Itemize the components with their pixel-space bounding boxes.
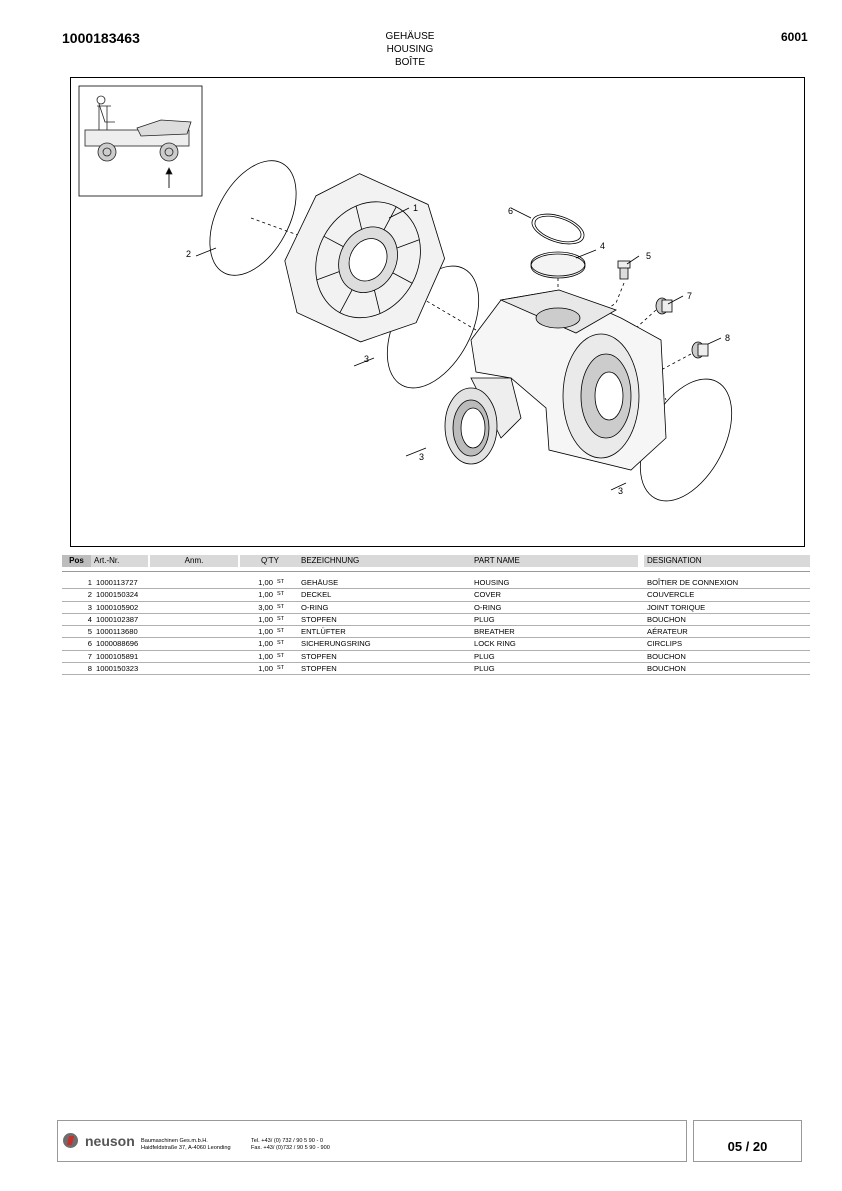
cell-article-number: 1000150323 [96, 664, 139, 674]
callout-3-left: 2 [186, 249, 192, 259]
header-part-name: PART NAME [471, 555, 638, 567]
title-german: GEHÄUSE [385, 31, 435, 42]
cell-part-name: HOUSING [474, 578, 510, 587]
cell-part-name: O-RING [474, 602, 502, 612]
section-title [360, 30, 460, 69]
table-row [62, 602, 810, 614]
title-french: BOÎTE [394, 57, 425, 68]
cell-pos: 2 [87, 590, 92, 600]
housing-body [445, 290, 666, 470]
exploded-view-diagram [70, 77, 805, 547]
cell-bezeichnung: STOPFEN [301, 614, 337, 624]
cell-bezeichnung: DECKEL [301, 590, 332, 600]
cell-pos: 7 [87, 651, 92, 661]
cell-designation: BOUCHON [647, 651, 686, 661]
header-article-number: Art.-Nr. [91, 555, 148, 567]
telephone: Tel. +43/ (0) 732 / 90 5 90 - 0 [251, 1138, 323, 1144]
header-pos: Pos [62, 555, 91, 567]
cell-unit: ST [277, 579, 285, 585]
plug-disc [531, 252, 585, 278]
parts-table-header [62, 555, 810, 567]
cell-bezeichnung: O-RING [301, 602, 329, 612]
cell-pos: 5 [87, 627, 92, 637]
cell-bezeichnung: GEHÄUSE [301, 578, 339, 587]
cell-unit: ST [277, 603, 285, 610]
cover-plate [263, 156, 467, 364]
callout-1: 3 [419, 452, 425, 462]
fax: Fax. +43/ (0)732 / 90 5 90 - 900 [251, 1145, 330, 1151]
cell-designation: AÉRATEUR [647, 627, 688, 637]
plug-side-upper [656, 298, 672, 314]
cell-quantity: 1,00 [258, 627, 273, 637]
cell-designation: BOÎTIER DE CONNEXION [647, 578, 739, 587]
callout-6: 6 [508, 206, 514, 216]
callout-3-right: 3 [618, 486, 624, 496]
document-number: 1000183463 [62, 30, 140, 46]
callout-4: 4 [600, 241, 606, 251]
header-divider [62, 571, 810, 572]
cell-quantity: 1,00 [258, 578, 273, 587]
cell-article-number: 1000105891 [96, 651, 139, 661]
cell-quantity: 1,00 [258, 639, 273, 649]
cell-article-number: 1000105902 [96, 602, 139, 612]
cell-part-name: COVER [474, 590, 502, 600]
cell-part-name: BREATHER [474, 627, 515, 637]
callout-3-middle: 3 [364, 354, 370, 364]
cell-designation: BOUCHON [647, 664, 686, 674]
cell-quantity: 1,00 [258, 614, 273, 624]
brand-name: neuson [85, 1133, 135, 1149]
cell-article-number: 1000088696 [96, 639, 139, 649]
cell-pos: 1 [87, 578, 92, 587]
table-row [62, 638, 810, 650]
cell-part-name: PLUG [474, 664, 495, 674]
cell-unit: ST [277, 665, 285, 672]
cell-part-name: PLUG [474, 614, 495, 624]
dumper-machine-icon [85, 96, 191, 188]
cell-pos: 4 [87, 614, 92, 624]
company-contact [251, 1138, 330, 1152]
cell-unit: ST [277, 591, 285, 598]
cell-article-number: 1000150324 [96, 590, 139, 600]
header-remark: Anm. [150, 555, 238, 567]
cell-article-number: 1000102387 [96, 614, 139, 624]
cell-unit: ST [277, 652, 285, 659]
callout-5: 5 [646, 251, 652, 261]
cell-article-number: 1000113680 [96, 627, 138, 637]
header-bezeichnung: BEZEICHNUNG [298, 555, 471, 567]
cell-bezeichnung: ENTLÜFTER [301, 627, 346, 637]
diagram-drawing [71, 78, 806, 548]
header-designation: DESIGNATION [644, 555, 810, 567]
table-row [62, 663, 810, 675]
cell-bezeichnung: STOPFEN [301, 664, 337, 674]
callout-7: 7 [687, 291, 693, 301]
cell-designation: JOINT TORIQUE [647, 602, 706, 612]
footer-company-info [57, 1120, 687, 1162]
cell-pos: 8 [87, 664, 92, 674]
cell-part-name: PLUG [474, 651, 495, 661]
street-address: Haidfeldstraße 37, A-4060 Leonding [141, 1145, 231, 1151]
table-row [62, 626, 810, 638]
group-code: 6001 [781, 30, 808, 44]
callout-2: 1 [413, 203, 419, 213]
cell-designation: CIRCLIPS [647, 639, 683, 649]
cell-part-name: LOCK RING [474, 639, 516, 649]
callout-8: 8 [725, 333, 731, 343]
table-row [62, 614, 810, 626]
cell-quantity: 3,00 [258, 602, 273, 612]
cell-unit: ST [277, 640, 285, 647]
cell-bezeichnung: STOPFEN [301, 651, 337, 661]
lock-ring [528, 208, 587, 249]
cell-quantity: 1,00 [258, 590, 273, 600]
cell-quantity: 1,00 [258, 664, 273, 674]
cell-designation: BOUCHON [647, 614, 686, 624]
page-number: 05 / 20 [693, 1120, 802, 1162]
table-row [62, 651, 810, 663]
table-row [62, 589, 810, 601]
cell-pos: 6 [87, 639, 92, 649]
cell-unit: ST [277, 615, 285, 622]
parts-table-body [62, 577, 810, 675]
header-quantity: Q'TY [240, 555, 300, 567]
table-row [62, 577, 810, 589]
breather [618, 261, 630, 279]
cell-pos: 3 [87, 602, 92, 612]
title-english: HOUSING [386, 44, 434, 55]
cell-unit: ST [277, 628, 285, 635]
cell-bezeichnung: SICHERUNGSRING [301, 639, 371, 649]
company-name: Baumaschinen Ges.m.b.H. [141, 1138, 208, 1144]
cell-article-number: 1000113727 [96, 578, 138, 587]
company-address [141, 1138, 231, 1152]
plug-side-lower [692, 342, 708, 358]
cell-quantity: 1,00 [258, 651, 273, 661]
cell-designation: COUVERCLE [647, 590, 695, 600]
neuson-logo-icon [63, 1133, 78, 1148]
